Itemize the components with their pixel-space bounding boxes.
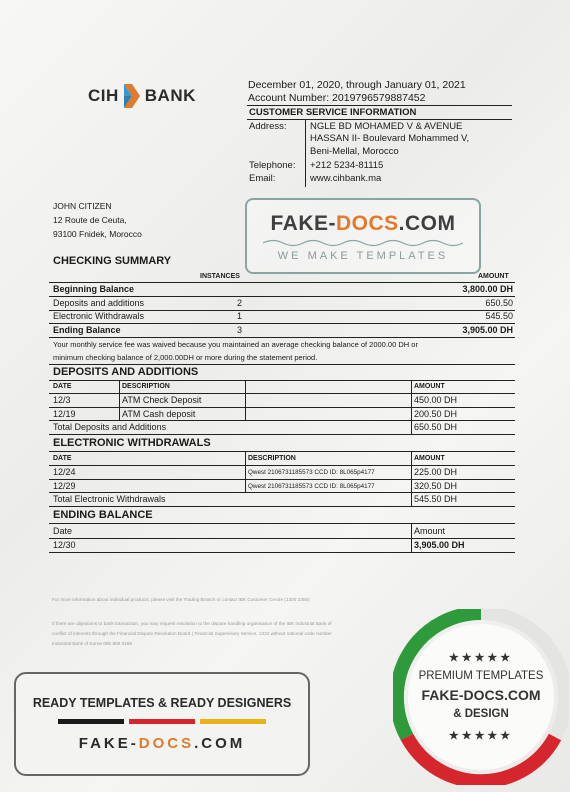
checking-summary-title: CHECKING SUMMARY <box>53 255 172 267</box>
withdrawals-total-label: Total Electronic Withdrawals <box>53 494 166 504</box>
flag-bar-red <box>129 719 195 724</box>
footer-info: For more information about individual products, please visit the Trading Branch or contact IBK Customer Centre (1300 2366) <box>52 597 310 602</box>
customer-name: JOHN CITIZEN <box>53 201 112 211</box>
row-amount: 3,800.00 DH <box>462 284 513 294</box>
fee-note-line: Your monthly service fee was waived because you maintained an average checking balance of 2000.00 DH or <box>53 340 418 349</box>
section-divider <box>49 364 515 365</box>
row-label: Beginning Balance <box>53 284 135 294</box>
row-label: Ending Balance <box>53 325 121 335</box>
ending-balance-title: ENDING BALANCE <box>53 509 153 521</box>
withdrawal-amount: 320.50 DH <box>414 481 458 491</box>
deposit-description: ATM Check Deposit <box>122 395 202 405</box>
deposit-amount: 200.50 DH <box>414 409 458 419</box>
row-divider <box>49 420 515 421</box>
ad-banner-headline: READY TEMPLATES & READY DESIGNERS <box>32 696 292 710</box>
footer-dispute: If there are objections to bank transaction, you may request resolution to the dispute handling organisation of the IBK Industrial Bank of <box>52 621 332 626</box>
wave-decoration-icon <box>263 238 463 248</box>
watermark-tagline: WE MAKE TEMPLATES <box>277 250 449 262</box>
row-amount: 650.50 <box>485 298 513 308</box>
telephone-label: Telephone: <box>249 160 296 171</box>
row-divider <box>49 552 515 553</box>
row-label: Deposits and additions <box>53 298 145 308</box>
row-divider <box>49 434 515 435</box>
col-divider <box>411 451 412 506</box>
ending-amount: 3,905.00 DH <box>414 540 465 550</box>
withdrawal-date: 12/29 <box>53 481 76 491</box>
customer-city: 93100 Fnidek, Morocco <box>53 229 142 239</box>
divider <box>49 282 515 283</box>
col-amount: AMOUNT <box>478 273 509 280</box>
deposits-total-label: Total Deposits and Additions <box>53 422 167 432</box>
row-divider <box>49 506 515 507</box>
email-value: www.cihbank.ma <box>310 173 382 184</box>
customer-street: 12 Route de Ceuta, <box>53 215 127 225</box>
col-date: DATE <box>53 383 72 390</box>
address-line-1: NGLE BD MOHAMED V & AVENUE <box>310 121 463 132</box>
deposits-total: 650.50 DH <box>414 422 458 432</box>
col-divider <box>411 523 412 552</box>
deposit-amount: 450.00 DH <box>414 395 458 405</box>
row-divider <box>49 465 515 466</box>
flag-bar-yellow <box>200 719 266 724</box>
row-divider <box>49 538 515 539</box>
bank-logo <box>88 84 196 108</box>
row-divider <box>49 337 515 338</box>
row-divider <box>49 451 515 452</box>
row-label: Electronic Withdrawals <box>53 311 145 321</box>
ad-banner-brand: FAKE-DOCS.COM <box>78 735 246 752</box>
ending-col-date: Date <box>53 526 73 536</box>
col-amount: AMOUNT <box>414 383 445 390</box>
row-divider <box>49 323 515 324</box>
row-amount: 3,905.00 DH <box>462 325 513 335</box>
premium-seal <box>393 609 569 785</box>
deposit-date: 12/19 <box>53 409 76 419</box>
watermark-brand: FAKE-DOCS.COM <box>270 212 456 235</box>
account-label: Account Number: <box>248 92 330 104</box>
address-label: Address: <box>249 121 287 132</box>
cs-divider <box>305 119 306 187</box>
footer-dispute-2: conflict of interests through the Financial Dispute Resolution Board ( Financial Supervisory Service, 1332 without national code number <box>52 631 332 636</box>
row-divider <box>49 479 515 480</box>
col-divider <box>245 380 246 420</box>
logo-text-left: CIH <box>88 86 119 105</box>
seal-stars-bottom: ★★★★★ <box>448 730 514 742</box>
row-instances: 1 <box>237 311 243 321</box>
account-number: 2019796579887452 <box>332 92 426 104</box>
col-divider <box>119 380 120 420</box>
email-label: Email: <box>249 173 276 184</box>
row-instances: 3 <box>237 325 243 335</box>
address-line-2: HASSAN II- Boulevard Mohammed V, <box>310 133 470 144</box>
fee-note <box>53 339 508 364</box>
col-description: DESCRIPTION <box>122 383 170 390</box>
withdrawals-total: 545.50 DH <box>414 494 458 504</box>
deposit-description: ATM Cash deposit <box>122 409 196 419</box>
watermark-stamp <box>245 198 481 274</box>
ending-date: 12/30 <box>53 540 76 550</box>
withdrawal-description: Qwest 2106731185573 CCD ID: 8L065p4177 <box>248 469 375 476</box>
logo-text-right: BANK <box>144 86 196 105</box>
ending-col-amount: Amount <box>414 526 446 536</box>
flag-bar-black <box>58 719 124 724</box>
col-divider <box>411 380 412 434</box>
row-instances: 2 <box>237 298 243 308</box>
seal-stars-top: ★★★★★ <box>448 652 514 664</box>
withdrawals-title: ELECTRONIC WITHDRAWALS <box>53 437 211 449</box>
row-divider <box>49 523 515 524</box>
seal-line-2: FAKE-DOCS.COM <box>421 687 541 703</box>
address-line-3: Beni-Mellal, Morocco <box>310 146 399 157</box>
footer-dispute-3: Industrial Bank of Korea 080 800 0159 <box>52 641 133 646</box>
row-amount: 545.50 <box>485 311 513 321</box>
account-line <box>248 92 425 104</box>
statement-period: December 01, 2020, through January 01, 2021 <box>248 79 466 91</box>
col-description: DESCRIPTION <box>248 455 296 462</box>
telephone-value: +212 5234-81115 <box>310 160 384 171</box>
col-amount: AMOUNT <box>414 455 445 462</box>
col-date: DATE <box>53 455 72 462</box>
customer-service-title: CUSTOMER SERVICE INFORMATION <box>247 105 512 120</box>
row-divider <box>49 296 515 297</box>
row-divider <box>49 492 515 493</box>
logo-chevron-icon <box>122 84 142 108</box>
deposit-date: 12/3 <box>53 395 71 405</box>
col-divider <box>245 451 246 492</box>
col-instances: INSTANCES <box>200 273 240 280</box>
withdrawal-amount: 225.00 DH <box>414 467 458 477</box>
deposits-title: DEPOSITS AND ADDITIONS <box>53 366 199 378</box>
ad-banner <box>14 672 310 776</box>
withdrawal-description: Qwest 2106731185573 CCD ID: 8L065p4177 <box>248 483 375 490</box>
seal-line-3: & DESIGN <box>453 708 509 720</box>
seal-line-1: PREMIUM TEMPLATES <box>418 670 544 682</box>
fee-note-line: minimum checking balance of 2,000.00DH or more during the statement period. <box>53 352 318 362</box>
withdrawal-date: 12/24 <box>53 467 76 477</box>
